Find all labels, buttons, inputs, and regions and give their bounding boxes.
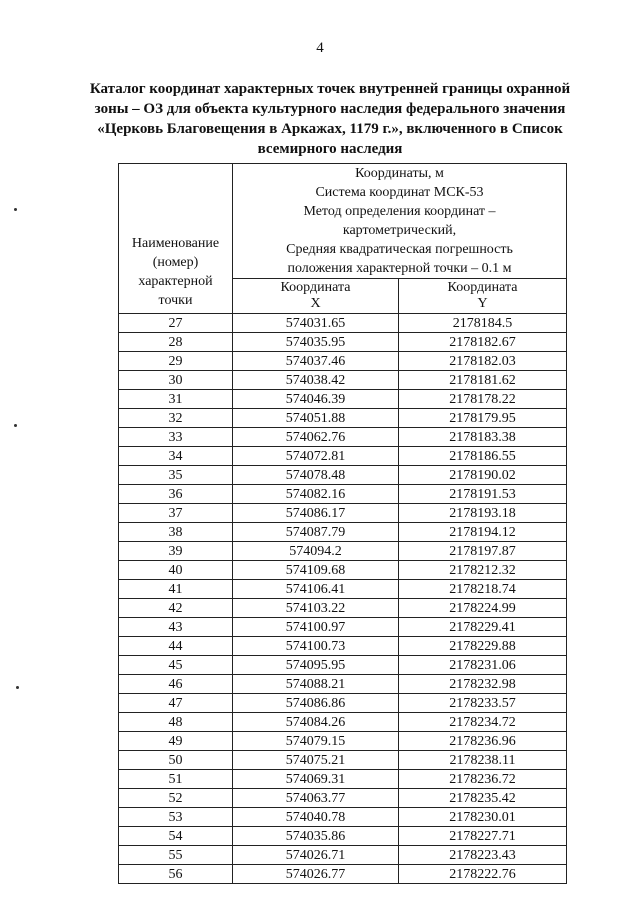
- y-coordinate-cell: 2178236.72: [399, 770, 567, 789]
- point-number-cell: 46: [119, 675, 233, 694]
- x-coordinate-cell: 574109.68: [233, 561, 399, 580]
- y-coordinate-cell: 2178184.5: [399, 314, 567, 333]
- table-row: [119, 390, 567, 409]
- table-body: [119, 314, 567, 884]
- y-coordinate-cell: 2178182.03: [399, 352, 567, 371]
- x-coordinate-cell: 574069.31: [233, 770, 399, 789]
- x-coordinate-cell: 574078.48: [233, 466, 399, 485]
- table-row: [119, 770, 567, 789]
- table-row: [119, 713, 567, 732]
- header-line: X: [310, 296, 321, 311]
- table-row: [119, 808, 567, 827]
- y-coordinate-cell: 2178230.01: [399, 808, 567, 827]
- header-line: Средняя квадратическая погрешность: [286, 242, 513, 257]
- point-number-cell: 52: [119, 789, 233, 808]
- y-coordinate-cell: 2178181.62: [399, 371, 567, 390]
- table-row: [119, 694, 567, 713]
- y-coordinate-cell: 2178193.18: [399, 504, 567, 523]
- y-coordinate-cell: 2178191.53: [399, 485, 567, 504]
- table-row: [119, 504, 567, 523]
- y-coordinate-cell: 2178182.67: [399, 333, 567, 352]
- y-coordinate-cell: 2178178.22: [399, 390, 567, 409]
- x-coordinate-cell: 574084.26: [233, 713, 399, 732]
- table-row: [119, 561, 567, 580]
- y-coordinate-cell: 2178236.96: [399, 732, 567, 751]
- title-line: Каталог координат характерных точек внутренней границы охранной: [89, 81, 571, 97]
- x-coordinate-header: [233, 279, 399, 314]
- table-row: [119, 580, 567, 599]
- scan-speck: [16, 686, 19, 689]
- x-coordinate-cell: 574037.46: [233, 352, 399, 371]
- page-number: 4: [316, 40, 324, 56]
- header-line: Координата: [280, 280, 351, 295]
- y-coordinate-cell: 2178222.76: [399, 865, 567, 884]
- scan-speck: [14, 424, 17, 427]
- table-row: [119, 827, 567, 846]
- table-row: [119, 371, 567, 390]
- x-coordinate-cell: 574035.86: [233, 827, 399, 846]
- table-row: [119, 466, 567, 485]
- point-number-cell: 43: [119, 618, 233, 637]
- x-coordinate-cell: 574026.71: [233, 846, 399, 865]
- point-number-cell: 48: [119, 713, 233, 732]
- point-number-cell: 33: [119, 428, 233, 447]
- y-coordinate-cell: 2178212.32: [399, 561, 567, 580]
- table-row: [119, 865, 567, 884]
- y-coordinate-cell: 2178233.57: [399, 694, 567, 713]
- y-coordinate-cell: 2178227.71: [399, 827, 567, 846]
- header-line: Y: [477, 296, 488, 311]
- header-line: Координаты, м: [355, 166, 444, 181]
- x-coordinate-cell: 574100.73: [233, 637, 399, 656]
- table-row: [119, 637, 567, 656]
- y-coordinate-cell: 2178238.11: [399, 751, 567, 770]
- x-coordinate-cell: 574072.81: [233, 447, 399, 466]
- table-row: [119, 599, 567, 618]
- x-coordinate-cell: 574086.17: [233, 504, 399, 523]
- table-row: [119, 751, 567, 770]
- point-number-cell: 30: [119, 371, 233, 390]
- x-coordinate-cell: 574026.77: [233, 865, 399, 884]
- y-coordinate-cell: 2178179.95: [399, 409, 567, 428]
- table-row: [119, 675, 567, 694]
- table-row: [119, 352, 567, 371]
- header-line: Наименование: [131, 236, 220, 251]
- x-coordinate-cell: 574100.97: [233, 618, 399, 637]
- x-coordinate-cell: 574035.95: [233, 333, 399, 352]
- y-coordinate-cell: 2178183.38: [399, 428, 567, 447]
- point-number-cell: 50: [119, 751, 233, 770]
- y-coordinate-cell: 2178232.98: [399, 675, 567, 694]
- y-coordinate-cell: 2178190.02: [399, 466, 567, 485]
- header-line: Координата: [447, 280, 518, 295]
- point-number-cell: 29: [119, 352, 233, 371]
- point-number-cell: 53: [119, 808, 233, 827]
- y-coordinate-cell: 2178218.74: [399, 580, 567, 599]
- table-row: [119, 409, 567, 428]
- x-coordinate-cell: 574086.86: [233, 694, 399, 713]
- x-coordinate-cell: 574094.2: [233, 542, 399, 561]
- x-coordinate-cell: 574079.15: [233, 732, 399, 751]
- point-number-cell: 42: [119, 599, 233, 618]
- header-line: характерной: [138, 274, 213, 289]
- x-coordinate-cell: 574082.16: [233, 485, 399, 504]
- header-line: положения характерной точки – 0.1 м: [287, 261, 512, 276]
- point-number-cell: 39: [119, 542, 233, 561]
- y-coordinate-header: [399, 279, 567, 314]
- y-coordinate-cell: 2178194.12: [399, 523, 567, 542]
- table-row: [119, 314, 567, 333]
- point-number-cell: 40: [119, 561, 233, 580]
- x-coordinate-cell: 574051.88: [233, 409, 399, 428]
- x-coordinate-cell: 574075.21: [233, 751, 399, 770]
- point-number-cell: 55: [119, 846, 233, 865]
- table-row: [119, 618, 567, 637]
- x-coordinate-cell: 574038.42: [233, 371, 399, 390]
- point-number-cell: 44: [119, 637, 233, 656]
- point-number-cell: 37: [119, 504, 233, 523]
- header-line: картометрический,: [342, 223, 457, 238]
- table-row: [119, 542, 567, 561]
- point-number-cell: 45: [119, 656, 233, 675]
- point-number-cell: 47: [119, 694, 233, 713]
- table-row: [119, 523, 567, 542]
- x-coordinate-cell: 574040.78: [233, 808, 399, 827]
- table-row: [119, 846, 567, 865]
- y-coordinate-cell: 2178231.06: [399, 656, 567, 675]
- y-coordinate-cell: 2178229.41: [399, 618, 567, 637]
- point-number-cell: 27: [119, 314, 233, 333]
- document-title: [70, 79, 590, 159]
- header-line: Метод определения координат –: [303, 204, 496, 219]
- x-coordinate-cell: 574087.79: [233, 523, 399, 542]
- title-line: «Церковь Благовещения в Аркажах, 1179 г.», включенного в Список: [97, 121, 563, 137]
- scan-speck: [14, 208, 17, 211]
- point-number-cell: 49: [119, 732, 233, 751]
- point-number-cell: 38: [119, 523, 233, 542]
- title-line: зоны – ОЗ для объекта культурного наследия федерального значения: [94, 101, 566, 117]
- point-number-cell: 54: [119, 827, 233, 846]
- y-coordinate-cell: 2178223.43: [399, 846, 567, 865]
- table-row: [119, 485, 567, 504]
- point-number-cell: 35: [119, 466, 233, 485]
- x-coordinate-cell: 574095.95: [233, 656, 399, 675]
- table-row: [119, 732, 567, 751]
- point-number-cell: 36: [119, 485, 233, 504]
- header-line: (номер): [152, 255, 199, 270]
- coordinates-header: [233, 164, 567, 279]
- y-coordinate-cell: 2178235.42: [399, 789, 567, 808]
- x-coordinate-cell: 574062.76: [233, 428, 399, 447]
- x-coordinate-cell: 574106.41: [233, 580, 399, 599]
- y-coordinate-cell: 2178186.55: [399, 447, 567, 466]
- point-number-cell: 32: [119, 409, 233, 428]
- x-coordinate-cell: 574088.21: [233, 675, 399, 694]
- x-coordinate-cell: 574046.39: [233, 390, 399, 409]
- point-number-cell: 41: [119, 580, 233, 599]
- x-coordinate-cell: 574031.65: [233, 314, 399, 333]
- table-row: [119, 333, 567, 352]
- y-coordinate-cell: 2178234.72: [399, 713, 567, 732]
- point-number-cell: 51: [119, 770, 233, 789]
- header-line: Система координат МСК-53: [315, 185, 484, 200]
- y-coordinate-cell: 2178224.99: [399, 599, 567, 618]
- header-line: точки: [158, 293, 193, 308]
- coordinates-table: [118, 163, 567, 884]
- table-row: [119, 789, 567, 808]
- table-row: [119, 656, 567, 675]
- table-row: [119, 428, 567, 447]
- point-number-cell: 56: [119, 865, 233, 884]
- y-coordinate-cell: 2178197.87: [399, 542, 567, 561]
- point-number-cell: 31: [119, 390, 233, 409]
- point-number-cell: 28: [119, 333, 233, 352]
- y-coordinate-cell: 2178229.88: [399, 637, 567, 656]
- title-line: всемирного наследия: [257, 141, 403, 157]
- x-coordinate-cell: 574063.77: [233, 789, 399, 808]
- x-coordinate-cell: 574103.22: [233, 599, 399, 618]
- point-number-cell: 34: [119, 447, 233, 466]
- table-row: [119, 447, 567, 466]
- point-name-header: [119, 164, 233, 314]
